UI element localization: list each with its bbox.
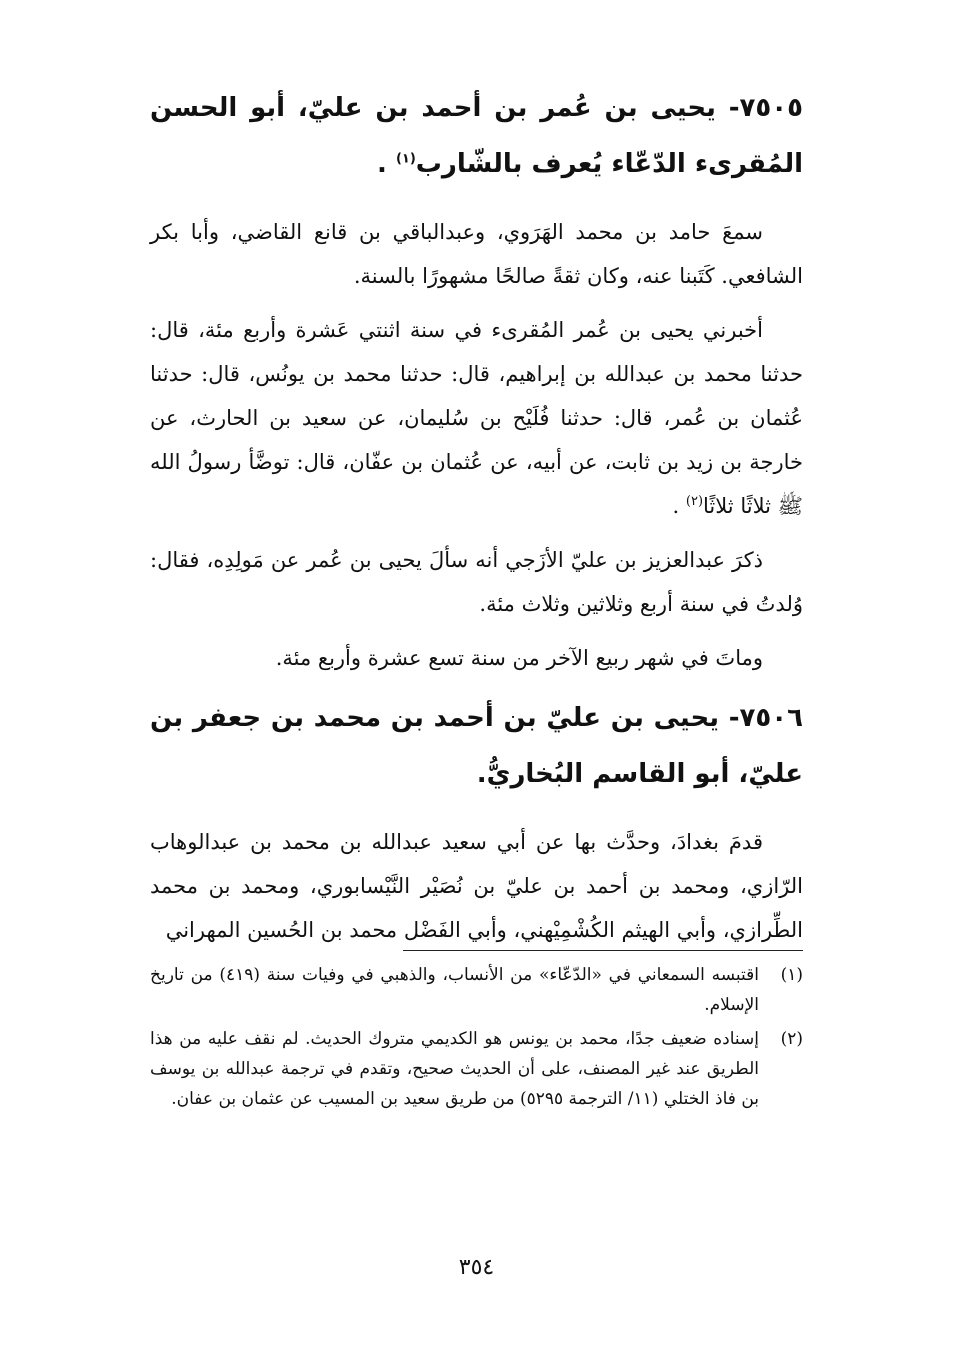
- paragraph-text: أخبرني يحيى بن عُمر المُقرىء في سنة اثنتي عَشرة وأربع مئة، قال: حدثنا محمد بن عبدالله بن إبراهيم، قال: حدثنا محمد بن يونُس، قال: حدثنا عُثمان بن عُمر، قال: حدثنا فُلَيْح بن سُليمان، عن سعيد بن الحارث، عن خارجة بن زيد بن ثابت، عن أبيه، عن عُثمان بن عفّان، قال: توضَّأ رسولُ الله ﷺ ثلاثًا ثلاثًا: [150, 318, 803, 518]
- paragraph: سمعَ حامد بن محمد الهَرَوي، وعبدالباقي بن قانع القاضي، وأبا بكر الشافعي. كَتَبنا عنه، وكان ثقةً صالحًا مشهورًا بالسنة.: [150, 220, 803, 288]
- entry-title-7505: [150, 80, 803, 192]
- entry-title-text: ٧٥٠٥- يحيى بن عُمر بن أحمد بن عليّ، أبو الحسن المُقرىء الدّعّاء يُعرف بالشّارب: [150, 93, 803, 179]
- footnote-2: [150, 1024, 803, 1114]
- page-number: ٣٥٤: [458, 1255, 495, 1280]
- paragraph-end: .: [672, 494, 686, 518]
- footnote-ref-2: (٢): [685, 494, 704, 509]
- footnote-ref-1: (١): [395, 151, 416, 167]
- footnote-number: (٢): [780, 1029, 803, 1049]
- footnote-text: اقتبسه السمعاني في «الدّعّاء» من الأنساب، والذهبي في وفيات سنة (٤١٩) من تاريخ الإسلام.: [150, 965, 759, 1015]
- paragraph: قدمَ بغدادَ، وحدَّث بها عن أبي سعيد عبدالله بن محمد بن عبدالوهاب الرّازي، ومحمد بن أحمد بن عليّ بن نُصَيْر النَّيْسابوري، ومحمد بن محمد الطِّرازي، وأبي الهيثم الكُشْمِيْهني، وأبي الفَضْل محمد بن الحُسين المهراني: [150, 830, 803, 942]
- footnote-text: إسناده ضعيف جدًا، محمد بن يونس هو الكديمي متروك الحديث. لم نقف عليه من هذا الطريق عند غير المصنف، على أن الحديث صحيح، وتقدم في ترجمة عبدالله بن يوسف بن فاذ الختلي (١١/ الترجمة ٥٢٩٥) من طريق سعيد بن المسيب عن عثمان بن عفان.: [150, 1029, 759, 1109]
- footnote-1: [150, 960, 803, 1020]
- footnotes: [150, 960, 803, 1118]
- footnote-number: (١): [780, 965, 803, 985]
- main-text: [150, 80, 803, 962]
- footnote-divider: [403, 950, 803, 951]
- paragraph: ذكرَ عبدالعزيز بن عليّ الأزَجي أنه سألَ يحيى بن عُمر عن مَولِدِه، فقال: وُلدتُ في سنة أربع وثلاثين وثلاث مئة.: [150, 548, 803, 616]
- entry-title-7506: ٧٥٠٦- يحيى بن عليّ بن أحمد بن محمد بن جعفر بن عليّ، أبو القاسم البُخاريُّ.: [150, 703, 803, 789]
- paragraph: وماتَ في شهر ربيع الآخر من سنة تسع عشرة وأربع مئة.: [275, 646, 763, 670]
- entry-title-end: .: [377, 149, 396, 179]
- paragraph-hadith: [150, 308, 803, 528]
